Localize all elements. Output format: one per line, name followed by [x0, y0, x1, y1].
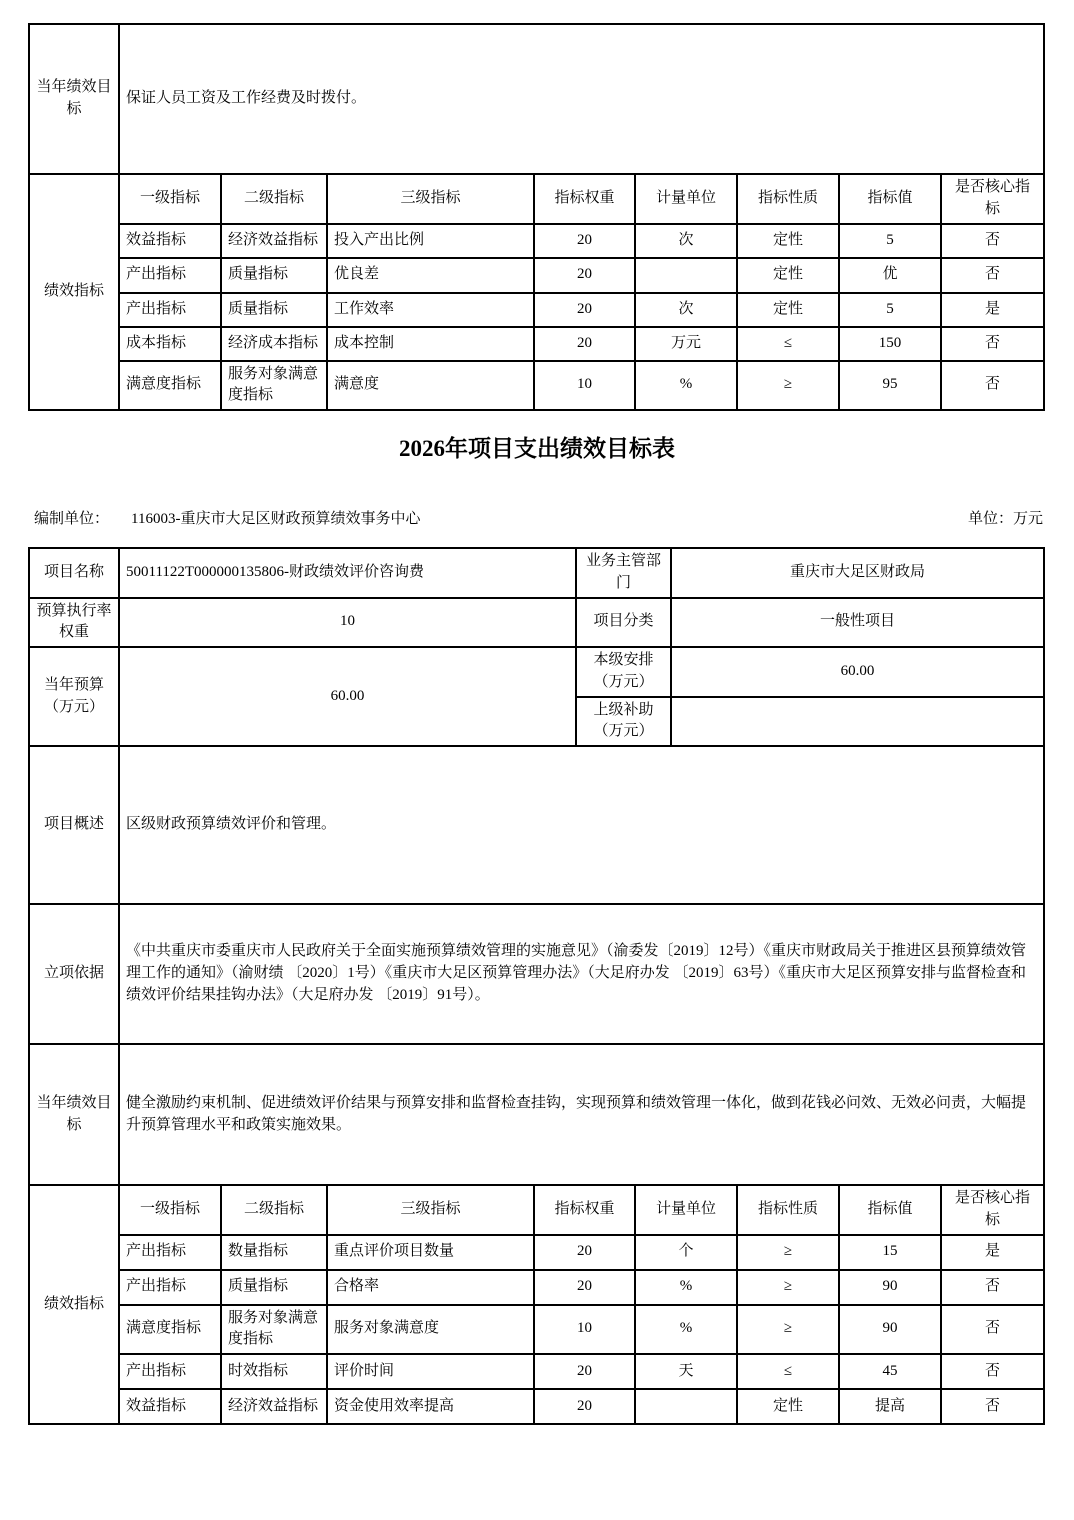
top-margin: [0, 0, 1074, 23]
t2-r5-level3: 资金使用效率提高: [327, 1389, 534, 1424]
t1-r5-level1: 满意度指标: [119, 361, 221, 411]
t1-r5-unit: %: [635, 361, 737, 411]
prepared-by-label: 编制单位：: [34, 511, 110, 527]
t2-exec-rate-label: 预算执行率权重: [29, 598, 119, 648]
t2-local-value: 60.00: [671, 647, 1044, 697]
t1-r4-core: 否: [941, 327, 1044, 361]
prev-project-indicator-table: [28, 23, 1045, 411]
t2-budget-value: 60.00: [119, 647, 576, 746]
t2-r2-nature: ≥: [737, 1270, 839, 1305]
project-description-table: [28, 745, 1045, 1186]
t1-r5-core: 否: [941, 361, 1044, 411]
t2-header-core: 是否核心指标: [941, 1185, 1044, 1235]
t1-r4-level1: 成本指标: [119, 327, 221, 361]
t1-r3-level2: 质量指标: [221, 293, 327, 327]
t1-r2-level1: 产出指标: [119, 258, 221, 293]
unit-label: 单位：万元: [967, 511, 1043, 527]
t2-goal-label: 当年绩效目标: [29, 1044, 119, 1185]
t2-r2-weight: 20: [534, 1270, 635, 1305]
t2-r2-level1: 产出指标: [119, 1270, 221, 1305]
t2-r4-core: 否: [941, 1354, 1044, 1389]
project-indicator-table: [28, 1184, 1045, 1425]
t2-budget-label: 当年预算（万元）: [29, 647, 119, 746]
t1-r2-weight: 20: [534, 258, 635, 293]
prepared-by-value: 116003-重庆市大足区财政预算绩效事务中心: [131, 511, 421, 527]
t1-r1-level1: 效益指标: [119, 224, 221, 258]
t1-header-nature: 指标性质: [737, 174, 839, 224]
t1-r1-nature: 定性: [737, 224, 839, 258]
t1-r3-weight: 20: [534, 293, 635, 327]
t2-r3-nature: ≥: [737, 1305, 839, 1355]
t2-basis-label: 立项依据: [29, 904, 119, 1044]
t2-r1-level1: 产出指标: [119, 1235, 221, 1270]
t2-r1-level2: 数量指标: [221, 1235, 327, 1270]
t2-r1-weight: 20: [534, 1235, 635, 1270]
t1-goal-text: 保证人员工资及工作经费及时拨付。: [119, 24, 1044, 174]
t2-r5-unit: [635, 1389, 737, 1424]
t2-project-name-label: 项目名称: [29, 548, 119, 598]
t2-header-level3: 三级指标: [327, 1185, 534, 1235]
t1-header-weight: 指标权重: [534, 174, 635, 224]
t2-section-label: 绩效指标: [29, 1185, 119, 1424]
t1-goal-label: 当年绩效目标: [29, 24, 119, 174]
t2-r3-core: 否: [941, 1305, 1044, 1355]
t1-r2-core: 否: [941, 258, 1044, 293]
t1-r3-level3: 工作效率: [327, 293, 534, 327]
t1-r3-level1: 产出指标: [119, 293, 221, 327]
t2-r2-value: 90: [839, 1270, 941, 1305]
t2-r2-unit: %: [635, 1270, 737, 1305]
t1-r1-core: 否: [941, 224, 1044, 258]
table-row: [29, 1305, 1044, 1355]
t2-header-nature: 指标性质: [737, 1185, 839, 1235]
t1-header-level3: 三级指标: [327, 174, 534, 224]
t1-r3-core: 是: [941, 293, 1044, 327]
t1-r2-nature: 定性: [737, 258, 839, 293]
table-row: [29, 224, 1044, 258]
t2-basis-text: 《中共重庆市委重庆市人民政府关于全面实施预算绩效管理的实施意见》（渝委发〔2019〕12号）《重庆市财政局关于推进区县预算绩效管理工作的通知》（渝财绩 〔2020〕1号）《重庆市大足区预算管理办法》（大足府办发 〔2019〕63号）《重庆市大足区预算安排与监督检查和绩效评价结果挂钩办法》（大足府办发 〔2019〕91号）。: [119, 904, 1044, 1044]
t1-r4-value: 150: [839, 327, 941, 361]
table-row: [29, 1354, 1044, 1389]
t2-r5-level1: 效益指标: [119, 1389, 221, 1424]
t2-r4-unit: 天: [635, 1354, 737, 1389]
table-row: [29, 258, 1044, 293]
t2-r2-core: 否: [941, 1270, 1044, 1305]
t2-overview-text: 区级财政预算绩效评价和管理。: [119, 746, 1044, 904]
t1-r4-nature: ≤: [737, 327, 839, 361]
t2-overview-label: 项目概述: [29, 746, 119, 904]
project-info-table: [28, 547, 1045, 747]
t1-r3-unit: 次: [635, 293, 737, 327]
t2-r3-weight: 10: [534, 1305, 635, 1355]
t1-header-level1: 一级指标: [119, 174, 221, 224]
t2-r4-level3: 评价时间: [327, 1354, 534, 1389]
t2-upper-label: 上级补助（万元）: [576, 697, 671, 747]
t1-r2-unit: [635, 258, 737, 293]
t2-upper-value: [671, 697, 1044, 747]
t1-r5-level3: 满意度: [327, 361, 534, 411]
t1-r4-level2: 经济成本指标: [221, 327, 327, 361]
t2-local-label: 本级安排（万元）: [576, 647, 671, 697]
t1-section-label: 绩效指标: [29, 174, 119, 410]
t2-category-label: 项目分类: [576, 598, 671, 648]
t1-r4-unit: 万元: [635, 327, 737, 361]
t2-r2-level3: 合格率: [327, 1270, 534, 1305]
t1-r4-level3: 成本控制: [327, 327, 534, 361]
t2-r4-level2: 时效指标: [221, 1354, 327, 1389]
t2-r5-core: 否: [941, 1389, 1044, 1424]
t2-header-unit: 计量单位: [635, 1185, 737, 1235]
t2-r1-unit: 个: [635, 1235, 737, 1270]
t2-r4-level1: 产出指标: [119, 1354, 221, 1389]
page-title: 2026年项目支出绩效目标表: [399, 436, 675, 461]
t1-header-value: 指标值: [839, 174, 941, 224]
t2-r1-level3: 重点评价项目数量: [327, 1235, 534, 1270]
t2-r1-core: 是: [941, 1235, 1044, 1270]
t1-r1-level3: 投入产出比例: [327, 224, 534, 258]
t2-category-value: 一般性项目: [671, 598, 1044, 648]
t2-r3-unit: %: [635, 1305, 737, 1355]
t2-r3-level2: 服务对象满意度指标: [221, 1305, 327, 1355]
t1-r2-value: 优: [839, 258, 941, 293]
t2-header-level1: 一级指标: [119, 1185, 221, 1235]
t2-r3-level3: 服务对象满意度: [327, 1305, 534, 1355]
t2-header-value: 指标值: [839, 1185, 941, 1235]
table-row: [29, 293, 1044, 327]
t1-r1-level2: 经济效益指标: [221, 224, 327, 258]
t1-r2-level2: 质量指标: [221, 258, 327, 293]
t1-r2-level3: 优良差: [327, 258, 534, 293]
t1-r5-nature: ≥: [737, 361, 839, 411]
t2-r5-level2: 经济效益指标: [221, 1389, 327, 1424]
t2-header-weight: 指标权重: [534, 1185, 635, 1235]
t2-r3-level1: 满意度指标: [119, 1305, 221, 1355]
t2-exec-rate-value: 10: [119, 598, 576, 648]
t2-r5-nature: 定性: [737, 1389, 839, 1424]
t2-r5-value: 提高: [839, 1389, 941, 1424]
t1-r4-weight: 20: [534, 327, 635, 361]
t2-dept-value: 重庆市大足区财政局: [671, 548, 1044, 598]
t2-r1-value: 15: [839, 1235, 941, 1270]
table-row: [29, 1270, 1044, 1305]
t2-r4-weight: 20: [534, 1354, 635, 1389]
table-row: [29, 1235, 1044, 1270]
table-row: [29, 327, 1044, 361]
t1-header-core: 是否核心指标: [941, 174, 1044, 224]
t2-r5-weight: 20: [534, 1389, 635, 1424]
t1-r5-weight: 10: [534, 361, 635, 411]
t2-r4-nature: ≤: [737, 1354, 839, 1389]
t1-r1-value: 5: [839, 224, 941, 258]
t2-r4-value: 45: [839, 1354, 941, 1389]
t2-dept-label: 业务主管部门: [576, 548, 671, 598]
t2-header-level2: 二级指标: [221, 1185, 327, 1235]
t2-r2-level2: 质量指标: [221, 1270, 327, 1305]
t2-goal-text: 健全激励约束机制、促进绩效评价结果与预算安排和监督检查挂钩，实现预算和绩效管理一体化，做到花钱必问效、无效必问责，大幅提升预算管理水平和政策实施效果。: [119, 1044, 1044, 1185]
t1-r5-level2: 服务对象满意度指标: [221, 361, 327, 411]
t1-r3-value: 5: [839, 293, 941, 327]
t1-r1-unit: 次: [635, 224, 737, 258]
t2-r3-value: 90: [839, 1305, 941, 1355]
t1-r5-value: 95: [839, 361, 941, 411]
t1-r1-weight: 20: [534, 224, 635, 258]
t2-project-name-value: 50011122T000000135806-财政绩效评价咨询费: [119, 548, 576, 598]
t1-r3-nature: 定性: [737, 293, 839, 327]
prepared-by: [34, 507, 420, 528]
table-row: [29, 1389, 1044, 1424]
t2-r1-nature: ≥: [737, 1235, 839, 1270]
table-row: [29, 361, 1044, 411]
t1-header-unit: 计量单位: [635, 174, 737, 224]
t1-header-level2: 二级指标: [221, 174, 327, 224]
meta-line: [34, 507, 1043, 528]
